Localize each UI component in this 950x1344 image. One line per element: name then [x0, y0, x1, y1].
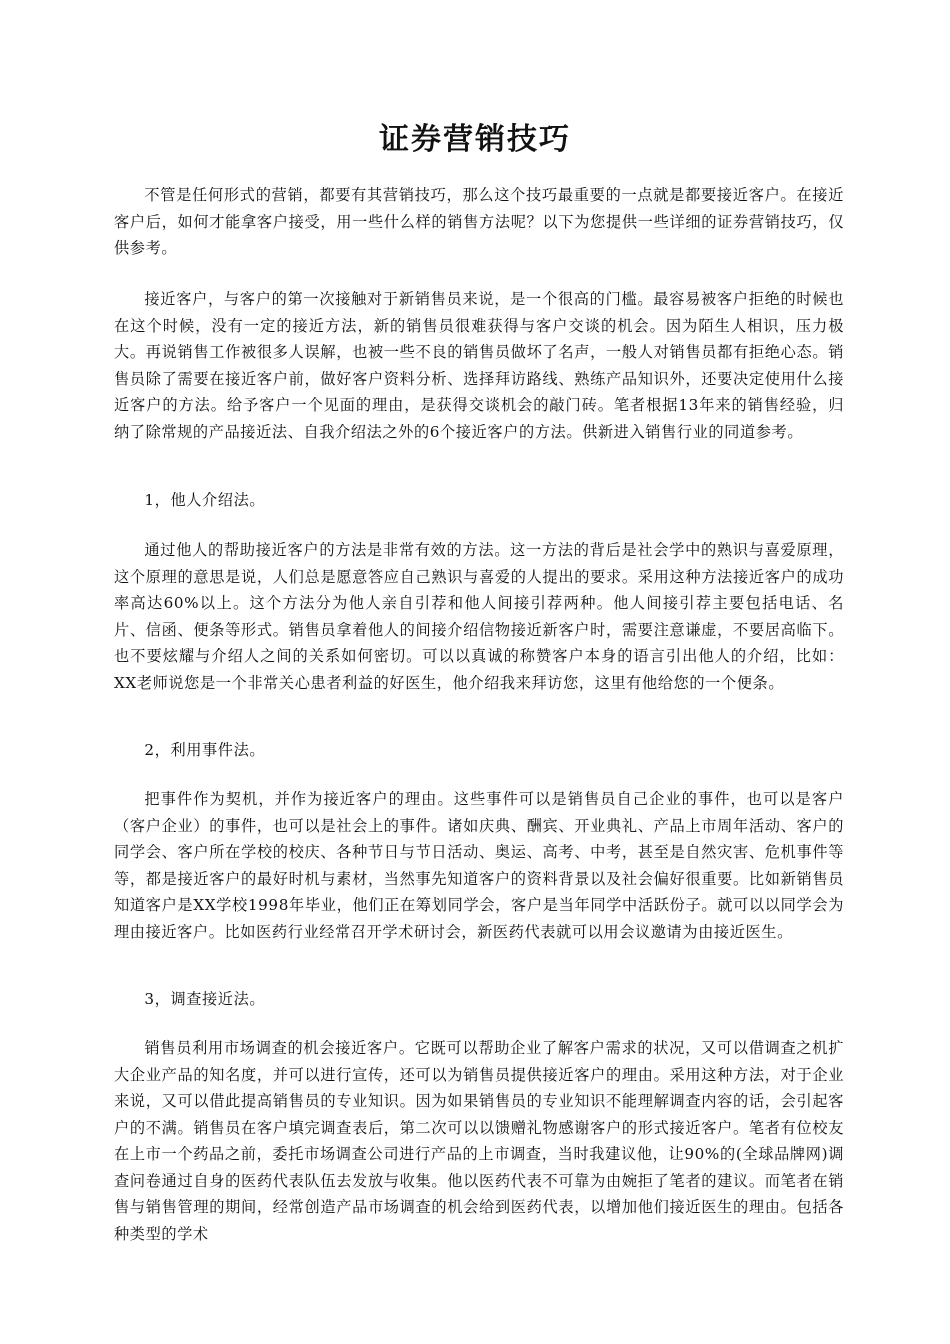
section-2-heading: 2，利用事件法。: [144, 741, 266, 759]
intro-paragraph: 不管是任何形式的营销，都要有其营销技巧，那么这个技巧最重要的一点就是都要接近客户。在接近客户后，如何才能拿客户接受，用一些什么样的销售方法呢？以下为您提供一些详细的证券营销技巧，仅供参考。: [114, 186, 844, 257]
approach-paragraph: 接近客户，与客户的第一次接触对于新销售员来说，是一个很高的门槛。最容易被客户拒绝的时候也在这个时候，没有一定的接近方法，新的销售员很难获得与客户交谈的机会。因为陌生人相识，压力极大。再说销售工作被很多人误解，也被一些不良的销售员做坏了名声，一般人对销售员都有拒绝心态。销售员除了需要在接近客户前，做好客户资料分析、选择拜访路线、熟练产品知识外，还要决定使用什么接近客户的方法。给予客户一个见面的理由，是获得交谈机会的敲门砖。笔者根据13年来的销售经验，归纳了除常规的产品接近法、自我介绍法之外的6个接近客户的方法。供新进入销售行业的同道参考。: [114, 290, 844, 441]
section-3-paragraph: 销售员利用市场调查的机会接近客户。它既可以帮助企业了解客户需求的状况，又可以借调查之机扩大企业产品的知名度，并可以进行宣传，还可以为销售员提供接近客户的理由。采用这种方法，对于企业来说，又可以借此提高销售员的专业知识。因为如果销售员的专业知识不能理解调查内容的话，会引起客户的不满。销售员在客户填完调查表后，第二次可以以馈赠礼物感谢客户的形式接近客户。笔者有位校友在上市一个药品之前，委托市场调查公司进行产品的上市调查，当时我建议他，让90%的(全球品牌网)调查问卷通过自身的医药代表队伍去发放与收集。他以医药代表不可靠为由婉拒了笔者的建议。而笔者在销售与销售管理的期间，经常创造产品市场调查的机会给到医药代表，以增加他们接近医生的理由。包括各种类型的学术: [114, 1039, 844, 1243]
document-title: 证券营销技巧: [379, 122, 571, 157]
section-2-paragraph: 把事件作为契机，并作为接近客户的理由。这些事件可以是销售员自己企业的事件，也可以是客户（客户企业）的事件，也可以是社会上的事件。诸如庆典、酬宾、开业典礼、产品上市周年活动、客户的同学会、客户所在学校的校庆、各种节日与节日活动、奥运、高考、中考，甚至是自然灾害、危机事件等等，都是接近客户的最好时机与素材，当然事先知道客户的资料背景以及社会偏好很重要。比如新销售员知道客户是XX学校1998年毕业，他们正在筹划同学会，客户是当年同学中活跃份子。就可以以同学会为理由接近客户。比如医药行业经常召开学术研讨会，新医药代表就可以用会议邀请为由接近医生。: [114, 790, 844, 941]
section-3-heading: 3，调查接近法。: [144, 990, 266, 1008]
section-1-heading: 1，他人介绍法。: [144, 491, 266, 509]
section-1-paragraph: 通过他人的帮助接近客户的方法是非常有效的方法。这一方法的背后是社会学中的熟识与喜爱原理，这个原理的意思是说，人们总是愿意答应自己熟识与喜爱的人提出的要求。采用这种方法接近客户的成功率高达60%以上。这个方法分为他人亲自引荐和他人间接引荐两种。他人间接引荐主要包括电话、名片、信函、便条等形式。销售员拿着他人的间接介绍信物接近新客户时，需要注意谦虚，不要居高临下。也不要炫耀与介绍人之间的关系如何密切。可以以真诚的称赞客户本身的语言引出他人的介绍，比如：XX老师说您是一个非常关心患者利益的好医生，他介绍我来拜访您，这里有他给您的一个便条。: [114, 541, 844, 692]
